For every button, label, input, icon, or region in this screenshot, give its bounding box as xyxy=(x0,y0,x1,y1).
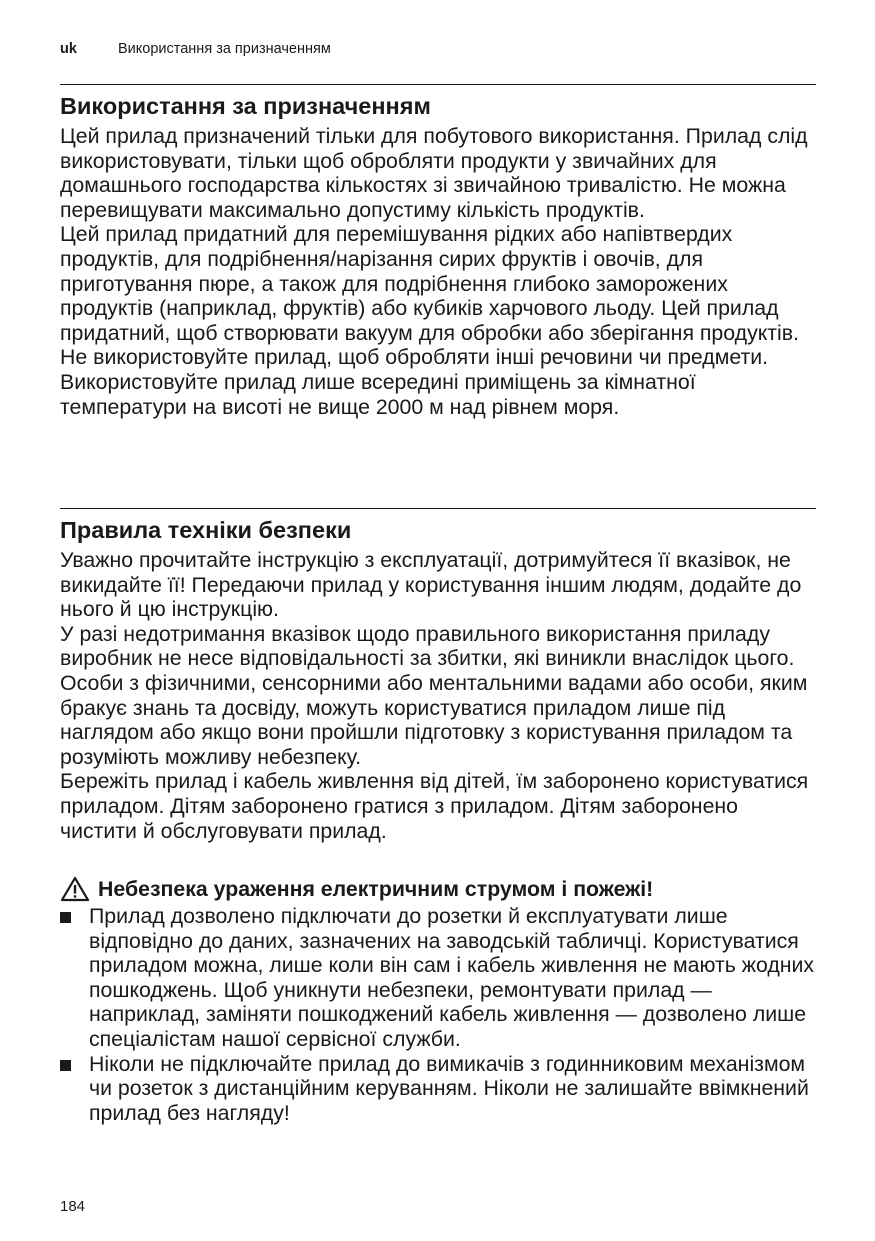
paragraph: Особи з фізичними, сенсорними або ментальними вадами або особи, яким бракує знань та досвіду, можуть користуватися приладом лише під наглядом або якщо вони пройшли підготовку з користування приладом та розуміють можливу небезпеку. xyxy=(60,670,808,769)
warning-heading xyxy=(60,876,653,902)
list-item xyxy=(60,1052,816,1126)
header-divider xyxy=(60,84,816,85)
running-header xyxy=(60,40,331,58)
page-number: 184 xyxy=(60,1198,86,1215)
bullet-square-icon xyxy=(60,1060,71,1071)
section-title-safety: Правила техніки безпеки xyxy=(60,517,352,543)
paragraph: Використовуйте прилад лише всередині приміщень за кімнатної температури на висоті не вище 2000 м над рівнем моря. xyxy=(60,369,696,419)
warning-text: Небезпека ураження електричним струмом і пожежі! xyxy=(98,877,654,901)
section-divider xyxy=(60,508,816,509)
list-item-text: Прилад дозволено підключати до розетки й експлуатувати лише відповідно до даних, зазначених на заводській табличці. Користуватися приладом можна, лише коли він сам і кабель живлення не мають жодних пошкоджень. Щоб уникнути небезпеки, ремонтувати прилад — наприклад, заміняти пошкоджений кабель живлення — дозволено лише спеціалістам нашої сервісної служби. xyxy=(89,904,815,1051)
safety-bullet-list xyxy=(60,904,816,1125)
bullet-square-icon xyxy=(60,912,71,923)
paragraph: Уважно прочитайте інструкцію з експлуатації, дотримуйтеся її вказівок, не викидайте її! Передаючи прилад у користування іншим людям, додайте до нього й цю інструкцію. xyxy=(60,548,802,622)
language-code: uk xyxy=(60,41,77,57)
running-header-title: Використання за призначенням xyxy=(118,41,331,57)
paragraph: Бережіть прилад і кабель живлення від дітей, їм заборонено користуватися приладом. Дітям заборонено гратися з приладом. Дітям заборонено чистити й обслуговувати прилад. xyxy=(60,769,809,843)
safety-body xyxy=(60,548,816,843)
intended-use-body xyxy=(60,124,816,419)
warning-triangle-icon xyxy=(60,876,90,902)
list-item-text: Ніколи не підключайте прилад до вимикачів з годинниковим механізмом чи розеток з дистанційним керуванням. Ніколи не залишайте ввімкнений прилад без нагляду! xyxy=(89,1051,809,1125)
list-item xyxy=(60,904,816,1052)
paragraph: У разі недотримання вказівок щодо правильного використання приладу виробник не несе відповідальності за збитки, які виникли внаслідок цього. xyxy=(60,621,795,671)
section-title-intended-use: Використання за призначенням xyxy=(60,93,431,119)
paragraph: Цей прилад придатний для перемішування рідких або напівтвердих продуктів, для подрібнення/нарізання сирих фруктів і овочів, для приготування пюре, а також для подрібнення глибоко заморожених продуктів (наприклад, фруктів) або кубиків харчового льоду. Цей прилад придатний, щоб створювати вакуум для обробки або зберігання продуктів. Не використовуйте прилад, щоб обробляти інші речовини чи предмети. xyxy=(60,222,799,370)
paragraph: Цей прилад призначений тільки для побутового використання. Прилад слід використовувати, тільки щоб обробляти продукти у звичайних для домашнього господарства кількостях зі звичайною тривалістю. Не можна перевищувати максимально допустиму кількість продуктів. xyxy=(60,124,808,222)
